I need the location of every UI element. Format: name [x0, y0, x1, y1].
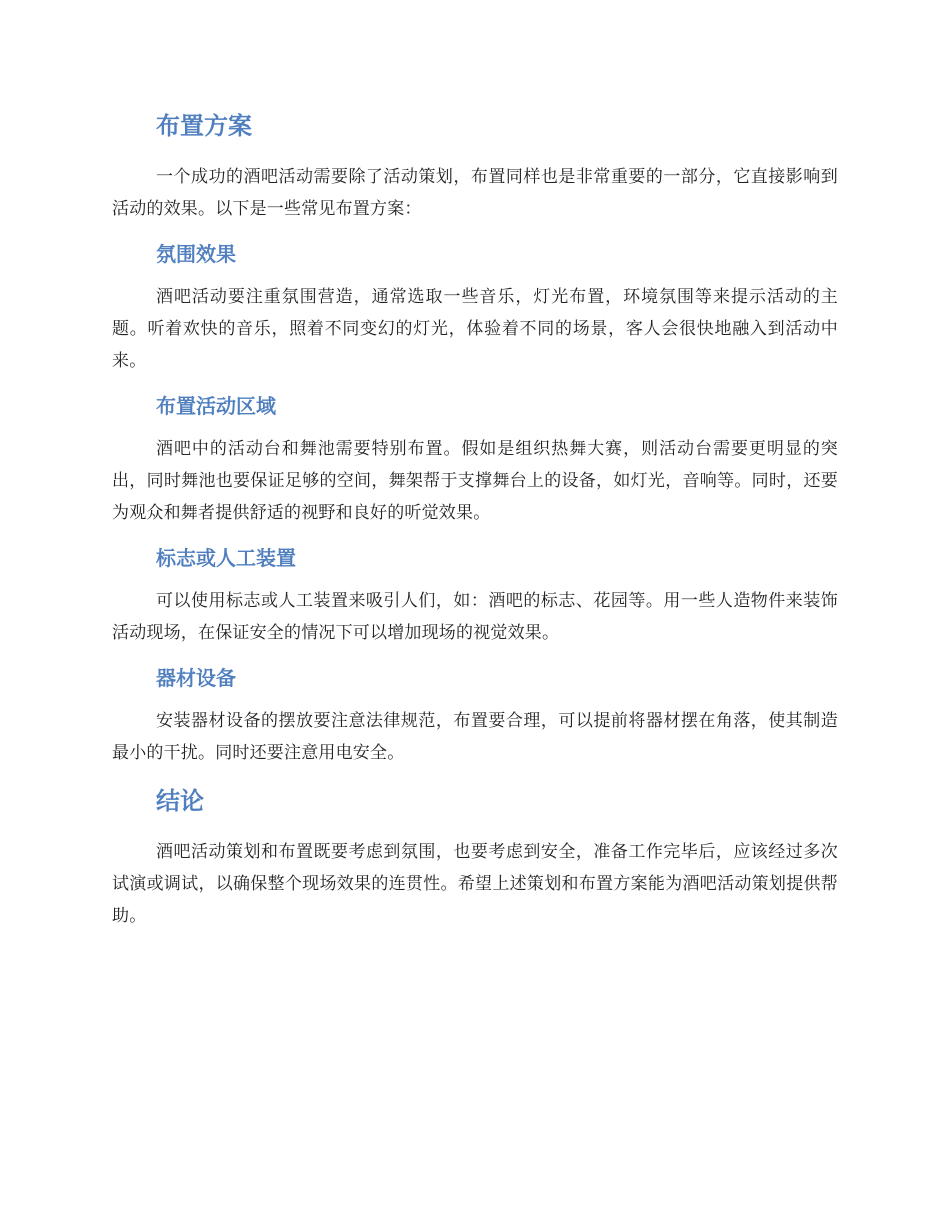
section-heading-activity-area: 布置活动区域 — [156, 394, 276, 418]
section-paragraph-atmosphere: 酒吧活动要注重氛围营造，通常选取一些音乐，灯光布置，环境氛围等来提示活动的主题。听着欢快的音乐，照着不同变幻的灯光，体验着不同的场景，客人会很快地融入到活动中来。 — [112, 287, 838, 371]
section-heading-equipment: 器材设备 — [156, 666, 236, 690]
section-heading-signs-installations: 标志或人工装置 — [156, 546, 296, 570]
section-heading-conclusion: 结论 — [156, 787, 204, 815]
section-paragraph-activity-area: 酒吧中的活动台和舞池需要特别布置。假如是组织热舞大赛，则活动台需要更明显的突出，同时舞池也要保证足够的空间，舞架帮于支撑舞台上的设备，如灯光，音响等。同时，还要为观众和舞者提供舒适的视野和良好的听觉效果。 — [112, 439, 838, 523]
section-paragraph-layout-plan: 一个成功的酒吧活动需要除了活动策划，布置同样也是非常重要的一部分，它直接影响到活动的效果。以下是一些常见布置方案： — [112, 167, 838, 219]
document-content — [112, 106, 838, 944]
section-paragraph-conclusion: 酒吧活动策划和布置既要考虑到氛围，也要考虑到安全，准备工作完毕后，应该经过多次试演或调试，以确保整个现场效果的连贯性。希望上述策划和布置方案能为酒吧活动策划提供帮助。 — [112, 842, 838, 926]
section-paragraph-equipment: 安装器材设备的摆放要注意法律规范，布置要合理，可以提前将器材摆在角落，使其制造最小的干扰。同时还要注意用电安全。 — [112, 711, 838, 763]
section-heading-atmosphere: 氛围效果 — [156, 242, 236, 266]
section-heading-layout-plan: 布置方案 — [156, 112, 252, 140]
section-paragraph-signs-installations: 可以使用标志或人工装置来吸引人们，如：酒吧的标志、花园等。用一些人造物件来装饰活动现场，在保证安全的情况下可以增加现场的视觉效果。 — [112, 591, 838, 643]
